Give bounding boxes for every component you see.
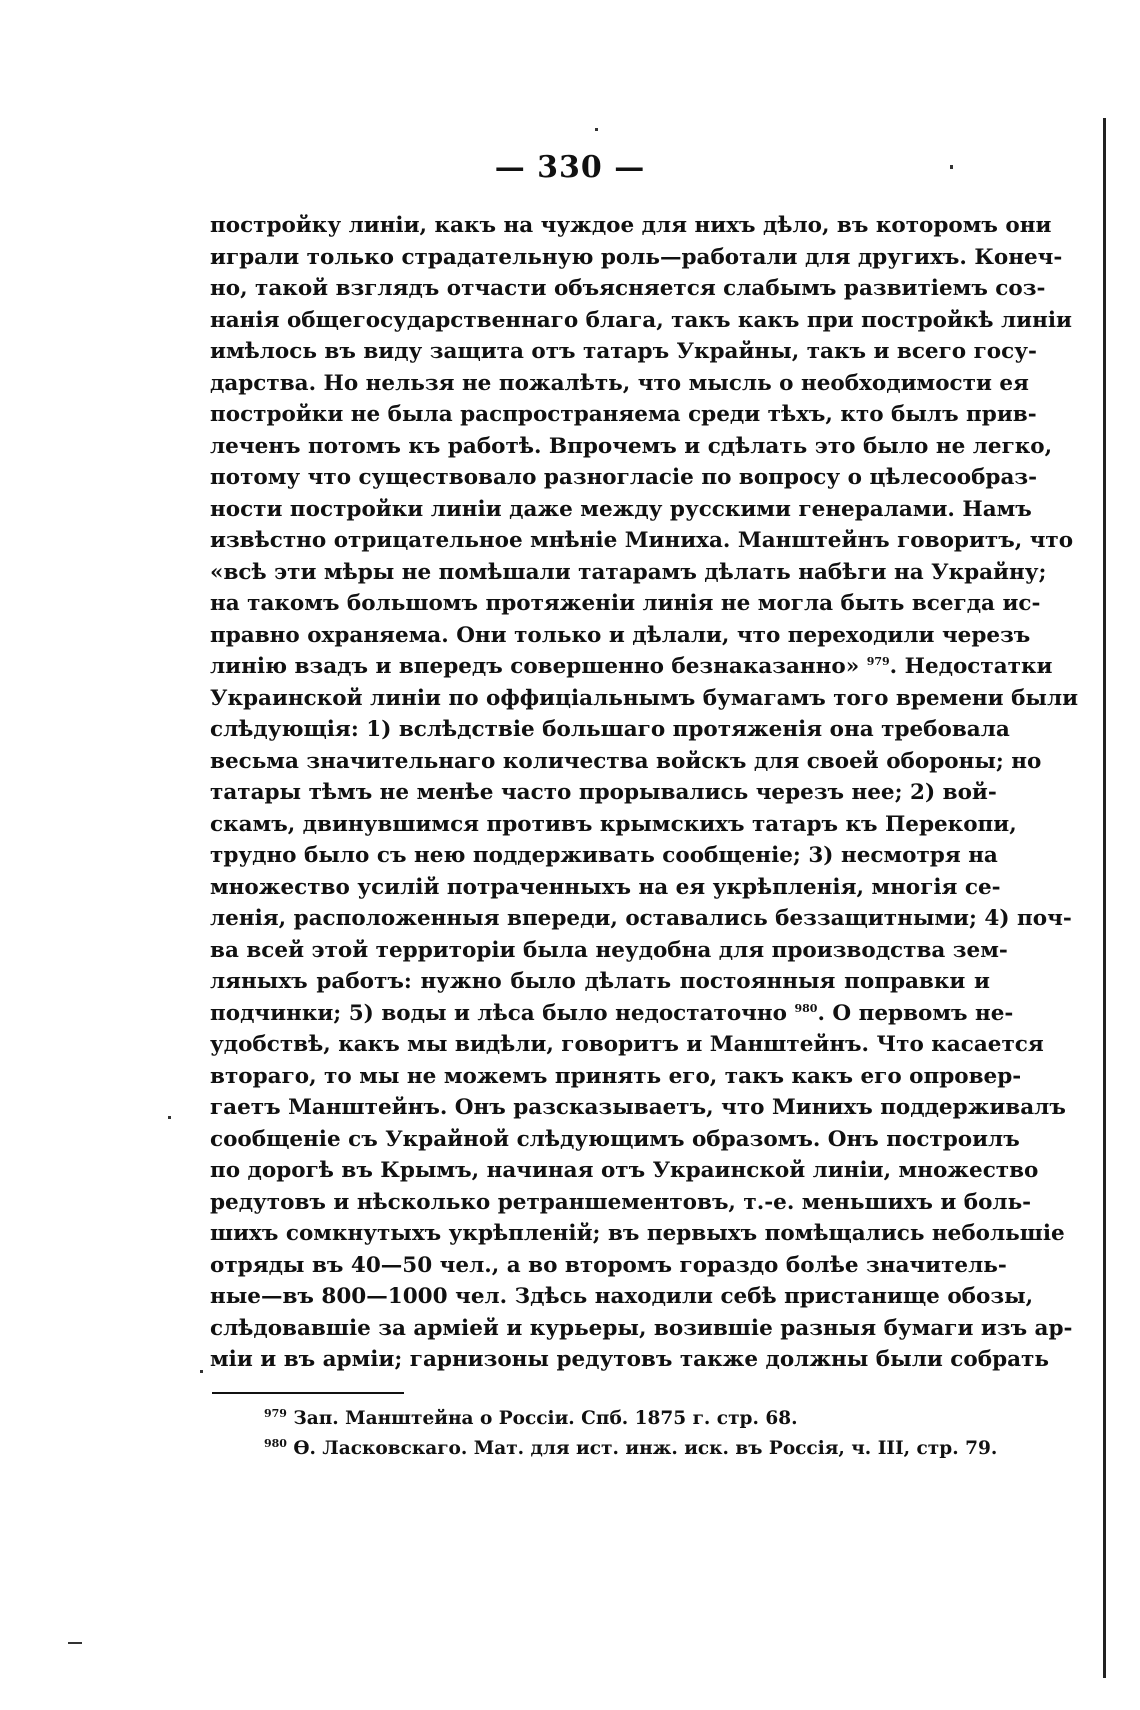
text-line: леченъ потомъ къ работѣ. Впрочемъ и сдѣлать это было не легко,: [210, 433, 1053, 459]
text-line: постройки не была распространяема среди тѣхъ, кто былъ прив-: [210, 402, 1037, 427]
text-line-with-ref: [210, 998, 1014, 1030]
scan-speck: [168, 1116, 171, 1119]
text-line: ва всей этой территоріи была неудобна для производства зем-: [210, 937, 1008, 963]
text-line: ности постройки линіи даже между русскими генералами. Намъ: [210, 496, 1032, 522]
footnote-text: Зап. Манштейна о Россіи. Спб. 1875 г. стр. 68.: [293, 1408, 798, 1429]
text-line: шихъ сомкнутыхъ укрѣпленій; въ первыхъ помѣщались небольшіе: [210, 1221, 1065, 1246]
text-line: татары тѣмъ не менѣе часто прорывались черезъ нее; 2) вой-: [210, 780, 997, 805]
footnote-979: [264, 1404, 984, 1434]
footnote-ref-980: 980: [794, 1001, 818, 1015]
text-line: дарства. Но нельзя не пожалѣть, что мысль о необходимости ея: [210, 370, 1029, 396]
scan-speck: [68, 1642, 82, 1644]
text-line: играли только страдательную роль—работали для другихъ. Конеч-: [210, 244, 1063, 270]
scan-speck: [200, 1370, 203, 1373]
scan-speck: [950, 165, 953, 169]
text-line: міи и въ арміи; гарнизоны редутовъ также должны были собрать: [210, 1347, 1049, 1372]
footnote-ref-979: 979: [866, 654, 890, 668]
page-number: — 330 —: [494, 150, 646, 185]
text-line: отряды въ 40—50 чел., а во второмъ гораздо болѣе значитель-: [210, 1252, 1007, 1278]
text-line-with-ref: [210, 651, 1053, 683]
text-line: ные—въ 800—1000 чел. Здѣсь находили себѣ пристанище обозы,: [210, 1284, 1034, 1309]
body-text: [210, 210, 1079, 1376]
footnote-mark: 979: [264, 1406, 287, 1420]
footnote-text: Ѳ. Ласковскаго. Мат. для ист. инж. иск. въ Россія, ч. III, стр. 79.: [293, 1438, 998, 1459]
text-line: извѣстно отрицательное мнѣніе Миниха. Манштейнъ говоритъ, что: [210, 528, 1074, 553]
footnote-mark: 980: [264, 1436, 287, 1450]
text-line: ляныхъ работъ: нужно было дѣлать постоянныя поправки и: [210, 969, 990, 994]
footnotes: [264, 1404, 998, 1464]
text-line: втораго, то мы не можемъ принять его, такъ какъ его опровер-: [210, 1063, 1022, 1089]
text-segment: . О первомъ не-: [817, 1000, 1014, 1026]
text-line: Украинской линіи по оффиціальнымъ бумагамъ того времени были: [210, 685, 1079, 711]
text-segment: подчинки; 5) воды и лѣса было недостаточно: [210, 1000, 787, 1026]
text-segment: . Недостатки: [889, 654, 1053, 679]
footnote-980: [264, 1434, 998, 1464]
text-line: потому что существовало разногласіе по вопросу о цѣлесообраз-: [210, 465, 1038, 490]
text-line: но, такой взглядъ отчасти объясняется слабымъ развитіемъ соз-: [210, 276, 1046, 301]
text-line: весьма значительнаго количества войскъ для своей обороны; но: [210, 748, 1042, 774]
text-line: нанія общегосударственнаго блага, такъ какъ при постройкѣ линіи: [210, 307, 1072, 333]
text-line: слѣдующія: 1) вслѣдствіе большаго протяженія она требовала: [210, 717, 1010, 742]
text-segment: линію взадъ и впередъ совершенно безнаказанно»: [210, 654, 860, 679]
text-line: удобствѣ, какъ мы видѣли, говоритъ и Манштейнъ. Что касается: [210, 1032, 1044, 1057]
text-line: правно охраняема. Они только и дѣлали, что переходили черезъ: [210, 622, 1031, 648]
text-line: постройку линіи, какъ на чуждое для нихъ дѣло, въ которомъ они: [210, 213, 1052, 238]
text-line: гаетъ Манштейнъ. Онъ разсказываетъ, что Минихъ поддерживалъ: [210, 1095, 1066, 1120]
text-line: слѣдовавшіе за арміей и курьеры, возившіе разныя бумаги изъ ар-: [210, 1315, 1073, 1341]
footnote-divider: [212, 1392, 404, 1394]
text-line: по дорогѣ въ Крымъ, начиная отъ Украинской линіи, множество: [210, 1158, 1039, 1183]
text-line: ленія, расположенныя впереди, оставались беззащитными; 4) поч-: [210, 906, 1072, 931]
text-line: трудно было съ нею поддерживать сообщеніе; 3) несмотря на: [210, 843, 998, 868]
text-line: на такомъ большомъ протяженіи линія не могла быть всегда ис-: [210, 591, 1041, 616]
text-line: сообщеніе съ Украйной слѣдующимъ образомъ. Онъ построилъ: [210, 1126, 1020, 1152]
text-line: имѣлось въ виду защита отъ татаръ Украйны, такъ и всего госу-: [210, 339, 1037, 364]
text-line: множество усилій потраченныхъ на ея укрѣпленія, многія се-: [210, 874, 1001, 900]
page-edge-shadow: [1103, 118, 1106, 1678]
text-line: скамъ, двинувшимся противъ крымскихъ татаръ къ Перекопи,: [210, 811, 1017, 837]
scan-speck: [595, 128, 598, 131]
text-line: «всѣ эти мѣры не помѣшали татарамъ дѣлать набѣги на Украйну;: [210, 559, 1047, 585]
text-line: редутовъ и нѣсколько ретраншементовъ, т.-е. меньшихъ и боль-: [210, 1189, 1032, 1215]
